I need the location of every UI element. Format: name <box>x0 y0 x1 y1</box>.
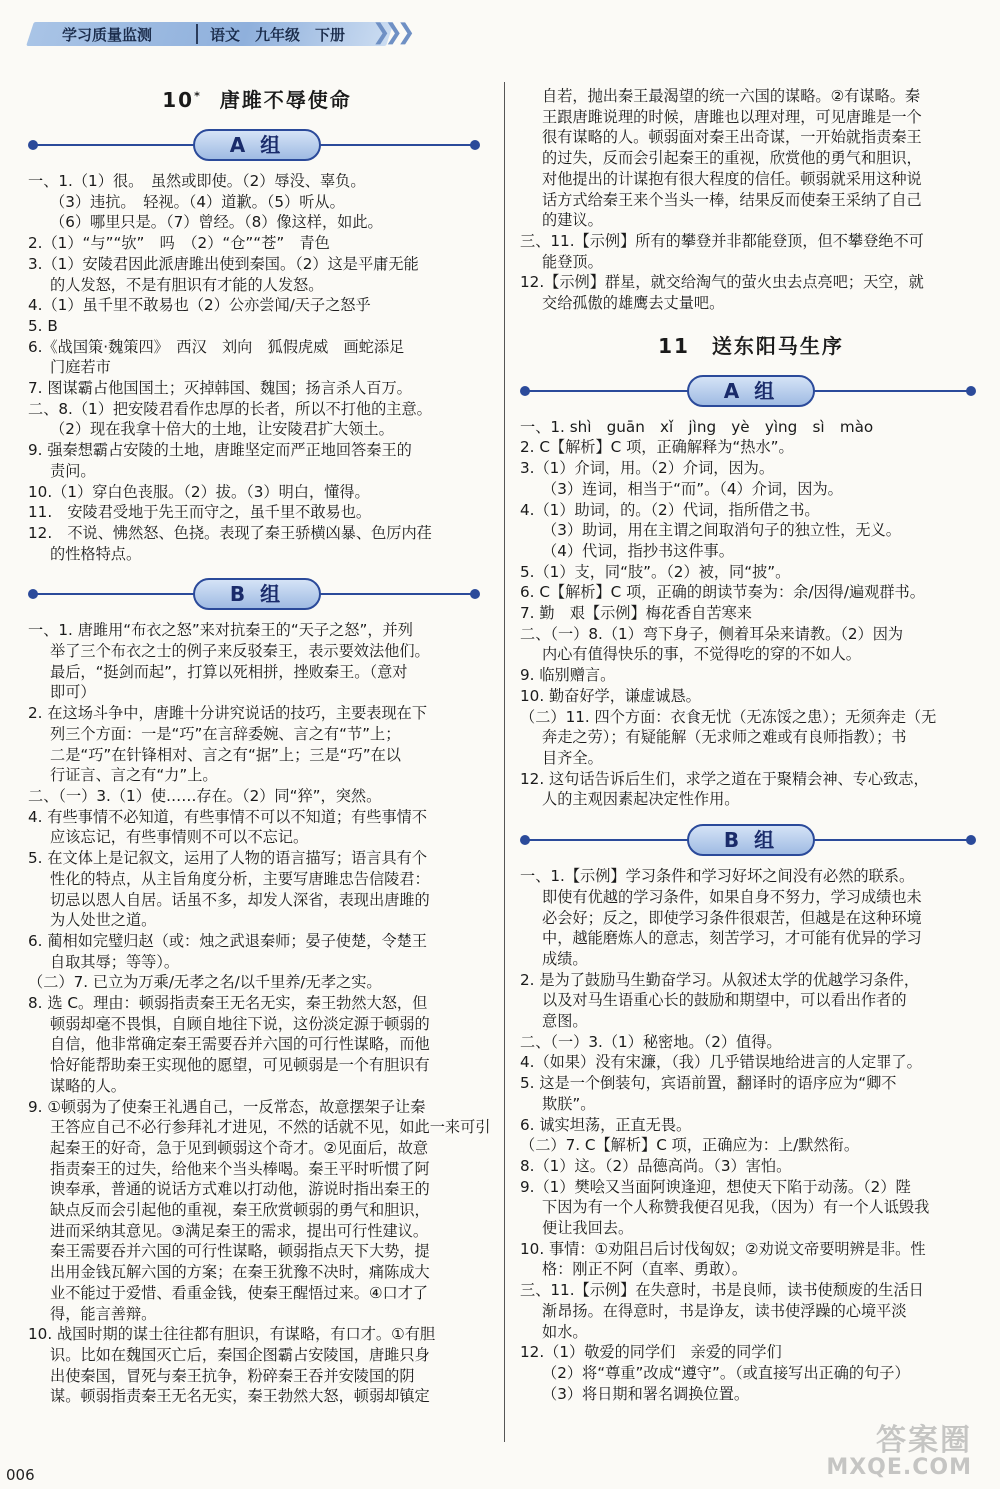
answer-line: 进而采纳其意见。③满足秦王的需求，提出可行性建议。 <box>50 1221 429 1240</box>
answer-line: 5. 在文体上是记叙文，运用了人物的语言描写；语言具有个 <box>28 849 428 868</box>
answer-line: 6. C【解析】C 项，正确的朗读节奏为：余/因得/遍观群书。 <box>520 583 925 602</box>
answer-line: 二、8.（1）把安陵君看作忠厚的长者，所以不打他的主意。 <box>28 399 432 418</box>
answer-line: （3）助词，用在主谓之间取消句子的独立性，无义。 <box>542 521 901 540</box>
answer-line: 一、1.（1）很。 虽然或即使。（2）辱没、辜负。 <box>28 172 366 190</box>
answer-line: 成绩。 <box>542 949 588 968</box>
answer-line: 很有谋略的人。顿弱面对秦王出奇谋，一开始就指责秦王 <box>542 128 922 147</box>
answer-line: 4.（1）虽千里不敢易也（2）公亦尝闻/天子之怒乎 <box>28 296 371 315</box>
continuation-answers <box>520 86 982 314</box>
answer-line: 10. 战国时期的谋士往往都有胆识，有谋略，有口才。①有胆 <box>28 1325 436 1344</box>
answer-line: 一、1. 唐雎用“布衣之怒”来对抗秦王的“天子之怒”，并列 <box>28 621 413 640</box>
lesson-title-text: 唐雎不辱使命 <box>219 88 352 112</box>
answer-line: （二）7. C【解析】C 项，正确应为：上/默然衔。 <box>520 1136 860 1155</box>
right-column <box>520 86 982 1404</box>
answer-line: 10.（1）穿白色丧服。（2）拔。（3）明白，懂得。 <box>28 482 370 501</box>
answer-line: 二、（一）8.（1）弯下身子，侧着耳朵来请教。（2）因为 <box>520 624 904 643</box>
group-b-label: B 组 <box>193 578 321 610</box>
answer-line: 12. 不说、怫然怒、色挠。表现了秦王骄横凶暴、色厉内荏 <box>28 523 432 542</box>
answer-line: 列三个方面：一是“巧”在言辞委婉、言之有“节”上； <box>50 724 401 743</box>
answer-line: 9. 强秦想霸占安陵的土地，唐雎坚定而严正地回答秦王的 <box>28 441 412 460</box>
answer-line: 业不能过于爱惜、看重金钱，使秦王醒悟过来。④口才了 <box>50 1283 429 1302</box>
answer-line: 7. 勤 艰【示例】梅花香自苦寒来 <box>520 604 752 623</box>
answer-line: 2.（1）“与”“欤” 吗 （2）“仓”“苍” 青色 <box>28 234 330 253</box>
answer-line: 三、11.【示例】在失意时，书是良师，读书使颓废的生活日 <box>520 1281 924 1300</box>
answer-line: 二、（一）3.（1）使……存在。（2）同“猝”，突然。 <box>28 786 382 805</box>
answer-line: 格：刚正不阿（直率、勇敢）。 <box>542 1260 748 1279</box>
answer-line: 8. 选 C。理由：顿弱指责秦王无名无实，秦王勃然大怒，但 <box>28 994 428 1013</box>
group-a-heading-2 <box>520 369 982 413</box>
answer-line: 7. 图谋霸占他国国土；灭掉韩国、魏国；扬言杀人百万。 <box>28 379 412 398</box>
answer-line: 话方式给秦王来个当头一棒，结果反而使秦王采纳了自己 <box>542 190 922 209</box>
lesson-mark: * <box>194 89 202 103</box>
answer-line: 应该忘记，有些事情则不可以不忘记。 <box>50 828 309 847</box>
answer-line: 4. 有些事情不必知道，有些事情不可以不知道；有些事情不 <box>28 807 428 826</box>
answer-line: 中，越能磨炼人的意志，刻苦学习，才可能有优异的学习 <box>542 929 922 948</box>
answer-line: （3）将日期和署名调换位置。 <box>542 1384 750 1403</box>
answer-line: 门庭若市 <box>50 358 111 377</box>
answer-line: 出使秦国，冒死与秦王抗争，粉碎秦王吞并安陵国的阴 <box>50 1366 415 1385</box>
header-separator <box>196 24 198 44</box>
lesson-number: 10 <box>162 88 195 112</box>
answer-line: 10. 勤奋好学，谦虚诚恳。 <box>520 686 701 705</box>
answer-line: 切忌以恩人自居。话虽不多，却发人深省，表现出唐雎的 <box>50 890 430 909</box>
watermark <box>822 1415 972 1479</box>
answer-line: 3.（1）介词，用。（2）介词，因为。 <box>520 459 775 478</box>
group-b-answers-2 <box>520 866 982 1404</box>
answer-line: 3.（1）安陵君因此派唐雎出使到秦国。（2）这是平庸无能 <box>28 254 419 273</box>
chevron-right-icon: ❯❯❯ <box>372 20 410 45</box>
answer-line: 二是“巧”在针锋相对、言之有“据”上；三是“巧”在以 <box>50 745 401 764</box>
answer-line: 以及对马生语重心长的鼓励和期望中，可以看出作者的 <box>542 991 907 1010</box>
group-b-heading <box>28 572 486 616</box>
answer-line: 内心有值得快乐的事，不觉得吃的穿的不如人。 <box>542 645 861 664</box>
answer-line: 欺朕”。 <box>542 1094 596 1113</box>
answer-line: 出用金钱瓦解六国的方案；在秦王犹豫不决时，痛陈成大 <box>50 1263 430 1282</box>
answer-line: （3）连词，相当于“而”。（4）介词，因为。 <box>542 479 843 498</box>
answer-line: 谋略的人。 <box>50 1076 126 1095</box>
answer-line: 4.（1）助词，的。（2）代词，指所借之书。 <box>520 500 820 519</box>
answer-line: 恰好能帮助秦王实现他的愿望，可见顿弱是一个有胆识有 <box>50 1056 430 1075</box>
answer-line: 自若，抛出秦王最渴望的统一六国的谋略。②有谋略。秦 <box>542 87 921 105</box>
subject-title: 语文 九年级 下册 <box>210 26 346 44</box>
answer-line: 2. 在这场斗争中，唐雎十分讲究说话的技巧，主要表现在下 <box>28 704 428 723</box>
page-header <box>20 20 420 50</box>
lesson-title-2: 11 送东阳马生序 <box>658 333 844 358</box>
answer-line: 交给孤傲的雄鹰去丈量吧。 <box>542 294 725 313</box>
answer-line: 意图。 <box>542 1012 588 1031</box>
answer-line: 5.（1）支，同“肢”。（2）被，同“披”。 <box>520 562 791 581</box>
answer-line: 起秦王的好奇，急于见到顿弱这个奇才。②见面后，故意 <box>50 1138 429 1157</box>
group-a-label-2: A 组 <box>687 375 815 407</box>
answer-line: 9. ①顿弱为了使秦王礼遇自己，一反常态，故意摆架子让秦 <box>28 1097 426 1116</box>
group-b-label-2: B 组 <box>687 824 815 856</box>
series-title: 学习质量监测 <box>62 26 153 44</box>
answer-line: 6.《战国策·魏策四》 西汉 刘向 狐假虎威 画蛇添足 <box>28 337 405 356</box>
answer-line: 一、1. shì guān xǐ jìng yè yìng sì mào <box>520 417 874 436</box>
answer-line: 顿弱却毫不畏惧，自顾自地往下说，这份淡定源于顿弱的 <box>50 1014 430 1033</box>
answer-line: （4）代词，指抄书这件事。 <box>542 541 734 560</box>
answer-line: 2. 是为了鼓励马生勤奋学习。从叙述太学的优越学习条件， <box>520 970 920 989</box>
answer-line: 的建议。 <box>542 211 603 230</box>
answer-line: 能登顶。 <box>542 252 603 271</box>
watermark-line1: 答案圈 <box>876 1423 972 1458</box>
group-a-answers <box>28 171 486 564</box>
answer-line: （二）11. 四个方面：衣食无忧（无冻馁之患）；无须奔走（无 <box>520 707 937 726</box>
answer-line: 王答应自己不必行参拜礼才进见，不然的话就不见，如此一来可引 <box>50 1118 491 1137</box>
answer-line: 渐昂扬。在得意时，书是诤友，读书使浮躁的心境平淡 <box>542 1301 907 1320</box>
answer-line: 人的主观因素起决定性作用。 <box>542 790 740 809</box>
answer-line: 自取其辱；等等）。 <box>50 952 180 971</box>
watermark-line2: MXQE.COM <box>826 1455 972 1480</box>
answer-line: 4.（如果）没有宋濂，（我）几乎错误地给进言的人定罪了。 <box>520 1053 922 1072</box>
answer-line: 12.（1）敬爱的同学们 亲爱的同学们 <box>520 1343 782 1362</box>
answer-line: 性化的特点，从主旨角度分析，主要写唐雎忠告信陵君： <box>50 869 430 888</box>
answer-line: 举了三个布衣之士的例子来反驳秦王，表示要效法他们。 <box>50 642 430 661</box>
answer-line: 奔走之劳）；有疑能解（无求师之难或有良师指教）；书 <box>542 728 907 747</box>
answer-line: 对他提出的计谋抱有很大程度的信任。顿弱就采用这种说 <box>542 169 922 188</box>
group-b-heading-2 <box>520 818 982 862</box>
answer-line: 谋。顿弱指责秦王无名无实，秦王勃然大怒，顿弱却镇定 <box>50 1387 430 1406</box>
answer-line: 便让我回去。 <box>542 1219 634 1238</box>
answer-line: 下因为有一个人称赞我便召见我，（因为）有一个人诋毁我 <box>542 1198 930 1217</box>
answer-line: 为人处世之道。 <box>50 911 157 930</box>
answer-line: 的性格特点。 <box>50 544 142 563</box>
lesson-title <box>28 84 486 113</box>
answer-line: 识。比如在魏国灭亡后，秦国企图霸占安陵国，唐雎只身 <box>50 1345 430 1364</box>
answer-line: （2）现在我拿十倍大的土地，让安陵君扩大领土。 <box>50 420 394 439</box>
answer-line: 二、（一）3.（1）秘密地。（2）值得。 <box>520 1032 782 1051</box>
left-column <box>28 80 491 1407</box>
answer-line: （6）哪里只是。（7）曾经。（8）像这样，如此。 <box>50 213 383 232</box>
answer-line: 6. 诚实坦荡，正直无畏。 <box>520 1115 692 1134</box>
answer-line: 的人发怒，不是有胆识有才能的人发怒。 <box>50 275 324 294</box>
answer-line: 2. C【解析】C 项，正确解释为“热水”。 <box>520 438 794 457</box>
answer-line: 指责秦王的过失，给他来个当头棒喝。秦王平时听惯了阿 <box>50 1159 430 1178</box>
answer-line: 即可） <box>50 683 96 702</box>
answer-line: 谀奉承，普通的说话方式难以打动他，游说时指出秦王的 <box>50 1180 430 1199</box>
group-a-answers-2 <box>520 417 982 810</box>
answer-line: 12.【示例】群星，就交给淘气的萤火虫去点亮吧；天空，就 <box>520 273 924 292</box>
answer-line: 得，能言善辩。 <box>50 1304 157 1323</box>
answer-line: （2）将“尊重”改成“遵守”。（或直接写出正确的句子） <box>542 1363 910 1382</box>
answer-line: 的过失，反而会引起秦王的重视，欣赏他的勇气和胆识， <box>542 149 922 168</box>
answer-line: 必会好；反之，即使学习条件很艰苦，但越是在这种环境 <box>542 908 922 927</box>
answer-line: 9.（1）樊哙又当面阿谀逢迎，想使天下陷于动荡。（2）陛 <box>520 1177 911 1196</box>
answer-line: 目齐全。 <box>542 748 603 767</box>
answer-line: 行证言、言之有“力”上。 <box>50 766 218 785</box>
answer-line: 缺点反而会引起他的重视，秦王欣赏顿弱的勇气和胆识， <box>50 1201 430 1220</box>
answer-line: 即使有优越的学习条件，如果自身不努力，学习成绩也未 <box>542 887 922 906</box>
answer-line: 责问。 <box>50 461 96 480</box>
answer-line: 三、11.【示例】所有的攀登并非都能登顶，但不攀登绝不可 <box>520 231 924 250</box>
answer-line: （3）违抗。 轻视。（4）道歉。（5）听从。 <box>50 192 345 211</box>
answer-line: 一、1.【示例】学习条件和学习好坏之间没有必然的联系。 <box>520 867 915 886</box>
answer-line: （二）7. 已立为万乘/无孝之名/以千里养/无孝之实。 <box>28 973 382 992</box>
answer-line: 最后，“挺剑而起”，打算以死相拼，挫败秦王。（意对 <box>50 662 408 681</box>
answer-line: 10. 事情：①劝阻吕后讨伐匈奴；②劝说文帝要明辨是非。性 <box>520 1239 926 1258</box>
answer-line: 如水。 <box>542 1322 588 1341</box>
answer-line: 12. 这句话告诉后生们，求学之道在于聚精会神、专心致志， <box>520 769 929 788</box>
answer-line: 秦王需要吞并六国的可行性谋略，顿弱指点天下大势，提 <box>50 1242 430 1261</box>
group-a-heading <box>28 123 486 167</box>
answer-line: 5. B <box>28 316 58 335</box>
answer-line: 8.（1）这。（2）品德高尚。（3）害怕。 <box>520 1156 792 1175</box>
answer-line: 5. 这是一个倒装句，宾语前置，翻译时的语序应为“卿不 <box>520 1074 897 1093</box>
answer-line: 自信，他非常确定秦王需要吞并六国的可行性谋略，而他 <box>50 1035 430 1054</box>
answer-line: 9. 临别赠言。 <box>520 666 616 685</box>
group-b-answers <box>28 620 491 1407</box>
answer-line: 6. 蔺相如完璧归赵（或：烛之武退秦师；晏子使楚，令楚王 <box>28 931 428 950</box>
answer-line: 王跟唐雎说理的时候，唐雎也以理对理，可见唐雎是一个 <box>542 107 922 126</box>
group-a-label: A 组 <box>193 129 321 161</box>
page-number: 006 <box>6 1466 35 1484</box>
answer-line: 11. 安陵君受地于先王而守之，虽千里不敢易也。 <box>28 503 372 522</box>
column-divider <box>504 82 505 1442</box>
